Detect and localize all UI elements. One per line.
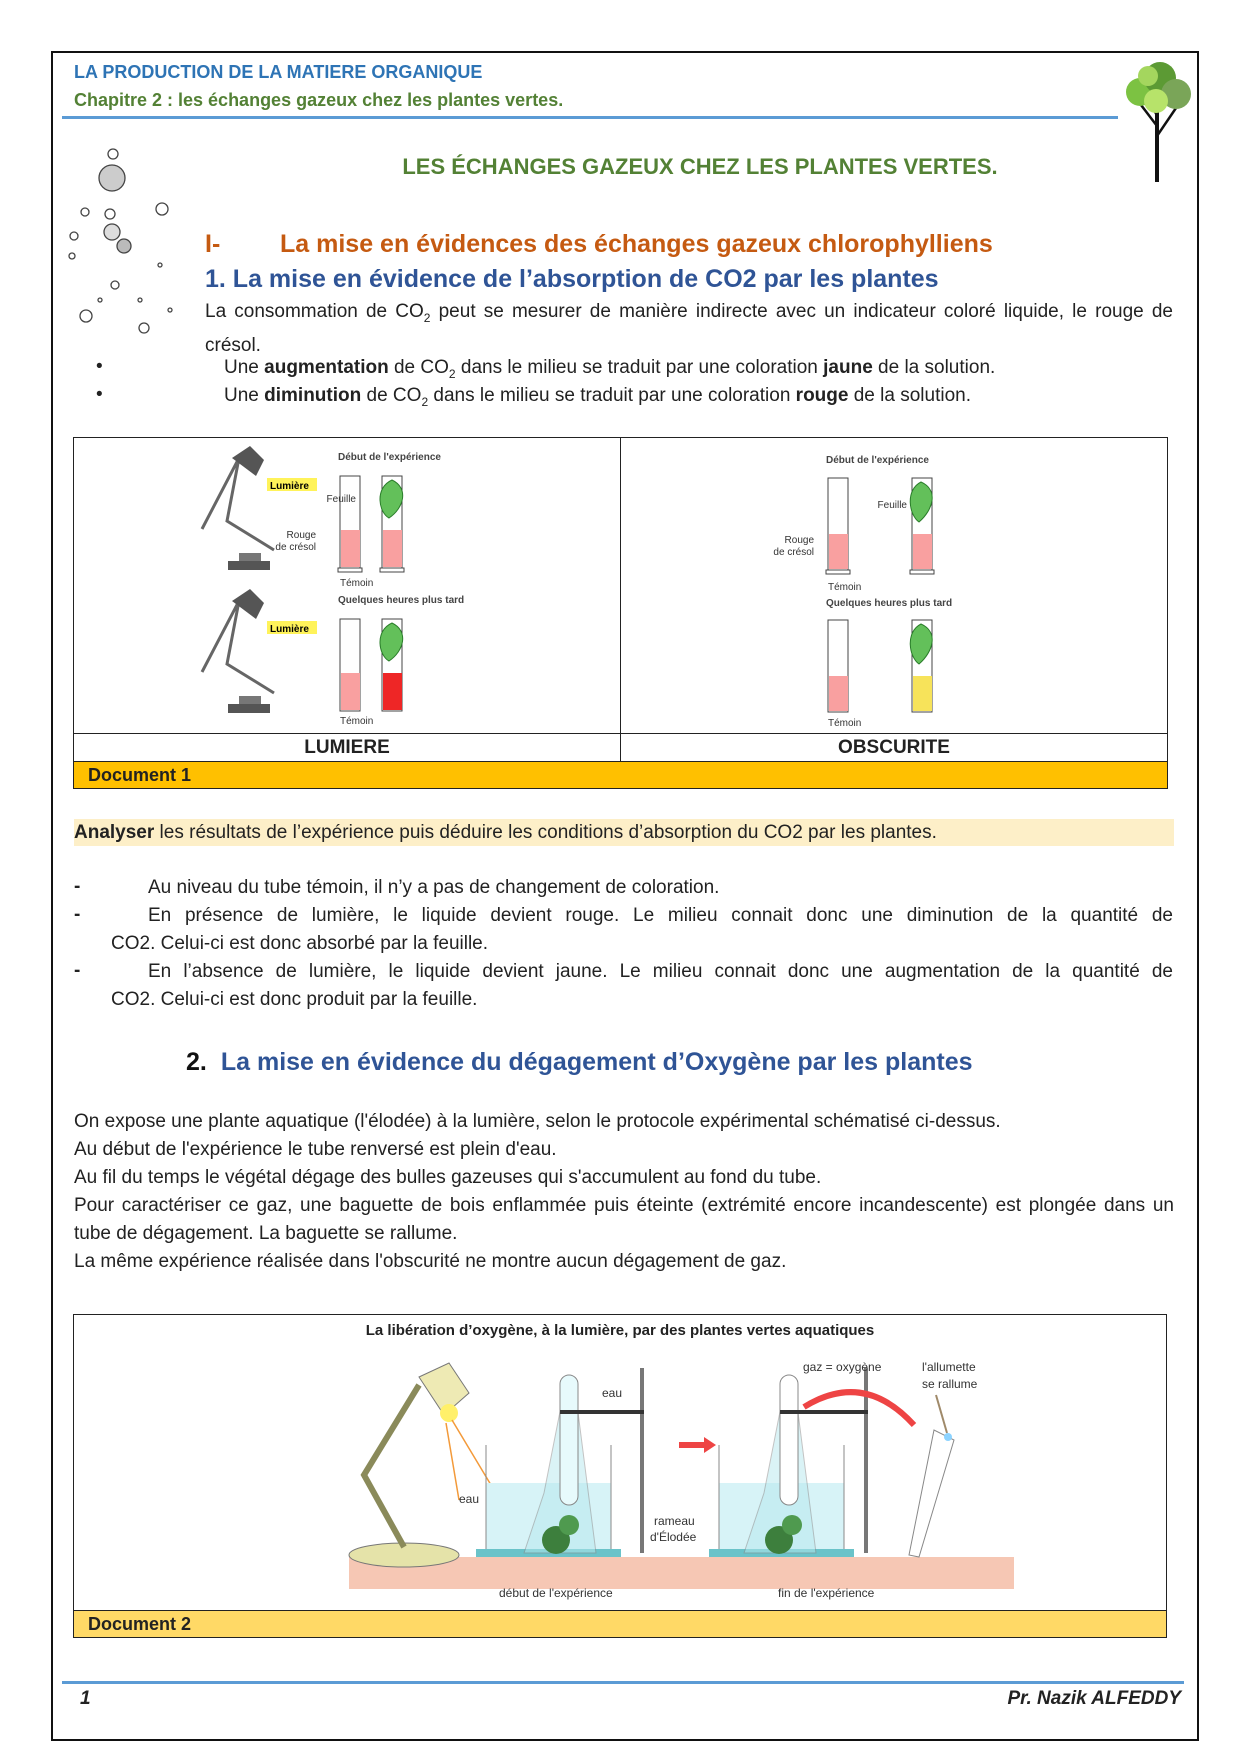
document-1-caption: Document 1 bbox=[74, 762, 1168, 789]
document-2-caption: Document 2 bbox=[74, 1611, 1167, 1638]
light-tag: Lumière bbox=[270, 481, 309, 492]
header-divider bbox=[62, 116, 1118, 119]
control-label: Témoin bbox=[340, 578, 374, 589]
arrow-icon bbox=[679, 1437, 716, 1453]
start-caption: début de l'expérience bbox=[499, 1586, 613, 1600]
answer-item: En présence de lumière, le liquide devient rouge. Le milieu connait donc une diminution de la quantité de bbox=[148, 905, 1173, 926]
protocol-line: Au fil du temps le végétal dégage des bulles gazeuses qui s'accumulent au fond du tube. bbox=[74, 1167, 822, 1188]
leaf-label: Feuille bbox=[326, 494, 356, 505]
figure-title: La libération d’oxygène, à la lumière, par des plantes vertes aquatiques bbox=[365, 1322, 875, 1339]
light-tag: Lumière bbox=[270, 624, 309, 635]
dash-bullet: - bbox=[74, 876, 81, 897]
protocol-line: Pour caractériser ce gaz, une baguette de bois enflammée puis éteinte (extrémité encore incandescente) est plongée dans un tube de dégagement. La baguette se rallume. bbox=[74, 1195, 1174, 1244]
bullet-icon: • bbox=[96, 384, 103, 405]
answer-item-continued: CO2. Celui-ci est donc produit par la feuille. bbox=[111, 989, 478, 1010]
elodea-label: rameau bbox=[654, 1514, 695, 1528]
dash-bullet: - bbox=[74, 904, 81, 925]
bullet-icon: • bbox=[96, 356, 103, 377]
beaker-end bbox=[709, 1368, 954, 1557]
dark-column-label: OBSCURITE bbox=[621, 734, 1168, 762]
dash-bullet: - bbox=[74, 960, 81, 981]
document-2-table bbox=[73, 1314, 1167, 1638]
protocol-text bbox=[74, 1108, 1174, 1276]
elodea-label: d'Élodée bbox=[650, 1530, 697, 1544]
light-column-label: LUMIERE bbox=[74, 734, 621, 762]
footer-divider bbox=[62, 1681, 1184, 1684]
answer-item: En l’absence de lumière, le liquide devient jaune. Le milieu connait donc une augmentation de la quantité de bbox=[148, 961, 1173, 982]
water-label: eau bbox=[602, 1386, 623, 1400]
indicator-label: de crésol bbox=[773, 547, 814, 558]
dark-experiment-figure bbox=[621, 438, 1167, 728]
section-number: I- bbox=[205, 230, 221, 258]
oxygen-experiment-figure bbox=[74, 1315, 1166, 1605]
intro-text: peut se mesurer de manière indirecte avec un indicateur coloré liquide, le rouge de crésol. bbox=[205, 301, 1173, 356]
page-number: 1 bbox=[80, 1688, 91, 1709]
water-label: eau bbox=[459, 1492, 480, 1506]
document-1-table bbox=[73, 437, 1168, 789]
control-label: Témoin bbox=[828, 718, 862, 728]
intro-paragraph bbox=[205, 298, 1173, 360]
control-label: Témoin bbox=[340, 716, 374, 727]
leaf-label: Feuille bbox=[877, 500, 907, 511]
oxygen-experiment-cell bbox=[74, 1315, 1167, 1611]
match-label: l'allumette bbox=[922, 1360, 976, 1374]
protocol-line: On expose une plante aquatique (l'élodée) à la lumière, selon le protocole expérimental schématisé ci-dessus. bbox=[74, 1111, 1001, 1132]
section-title: La mise en évidences des échanges gazeux chlorophylliens bbox=[280, 230, 993, 258]
desk-lamp-icon bbox=[349, 1363, 494, 1567]
protocol-line: La même expérience réalisée dans l'obscurité ne montre aucun dégagement de gaz. bbox=[74, 1251, 787, 1272]
bullet-item: Une diminution de $CO_2$ dans le milieu se traduit par une coloration rouge de la solution. bbox=[224, 385, 971, 409]
later-label: Quelques heures plus tard bbox=[826, 598, 953, 609]
light-experiment-cell bbox=[74, 438, 621, 734]
light-experiment-figure bbox=[74, 438, 620, 728]
gas-label: gaz = oxygène bbox=[803, 1360, 882, 1374]
subsection-1-heading: 1. La mise en évidence de l’absorption de CO2 par les plantes bbox=[205, 265, 939, 293]
chapter-header: Chapitre 2 : les échanges gazeux chez les plantes vertes. bbox=[74, 90, 564, 110]
protocol-line: Au début de l'expérience le tube renversé est plein d'eau. bbox=[74, 1139, 557, 1160]
indicator-label: de crésol bbox=[275, 542, 316, 553]
answer-item-continued: CO2. Celui-ci est donc absorbé par la feuille. bbox=[111, 933, 489, 954]
lamp-icon bbox=[202, 446, 274, 570]
section-1-heading bbox=[205, 230, 993, 259]
later-label: Quelques heures plus tard bbox=[338, 595, 465, 606]
subscript: 2 bbox=[423, 310, 431, 325]
subsection-2-heading: 2. La mise en évidence du dégagement d’Oxygène par les plantes bbox=[186, 1048, 973, 1076]
match-icon bbox=[936, 1395, 947, 1433]
indicator-label: Rouge bbox=[784, 535, 814, 546]
bullet-item: Une augmentation de $CO_2$ dans le milieu se traduit par une coloration jaune de la solution. bbox=[224, 357, 996, 381]
test-tube-icon bbox=[909, 1430, 954, 1557]
course-header: LA PRODUCTION DE LA MATIERE ORGANIQUE bbox=[74, 62, 483, 82]
intro-text: La consommation de CO bbox=[205, 301, 424, 322]
match-label: se rallume bbox=[922, 1377, 978, 1391]
start-label: Début de l'expérience bbox=[338, 452, 441, 463]
start-label: Début de l'expérience bbox=[826, 455, 929, 466]
dark-experiment-cell bbox=[621, 438, 1168, 734]
answer-item: Au niveau du tube témoin, il n’y a pas de changement de coloration. bbox=[148, 877, 720, 898]
end-caption: fin de l'expérience bbox=[778, 1586, 875, 1600]
analysis-question: Analyser les résultats de l’expérience puis déduire les conditions d’absorption du CO2 par les plantes. bbox=[74, 819, 1174, 846]
document-title: LES ÉCHANGES GAZEUX CHEZ LES PLANTES VERTES. bbox=[402, 154, 998, 179]
control-label: Témoin bbox=[828, 582, 862, 593]
indicator-label: Rouge bbox=[286, 530, 316, 541]
author: Pr. Nazik ALFEDDY bbox=[1007, 1688, 1181, 1709]
bubbles-illustration bbox=[60, 140, 190, 340]
